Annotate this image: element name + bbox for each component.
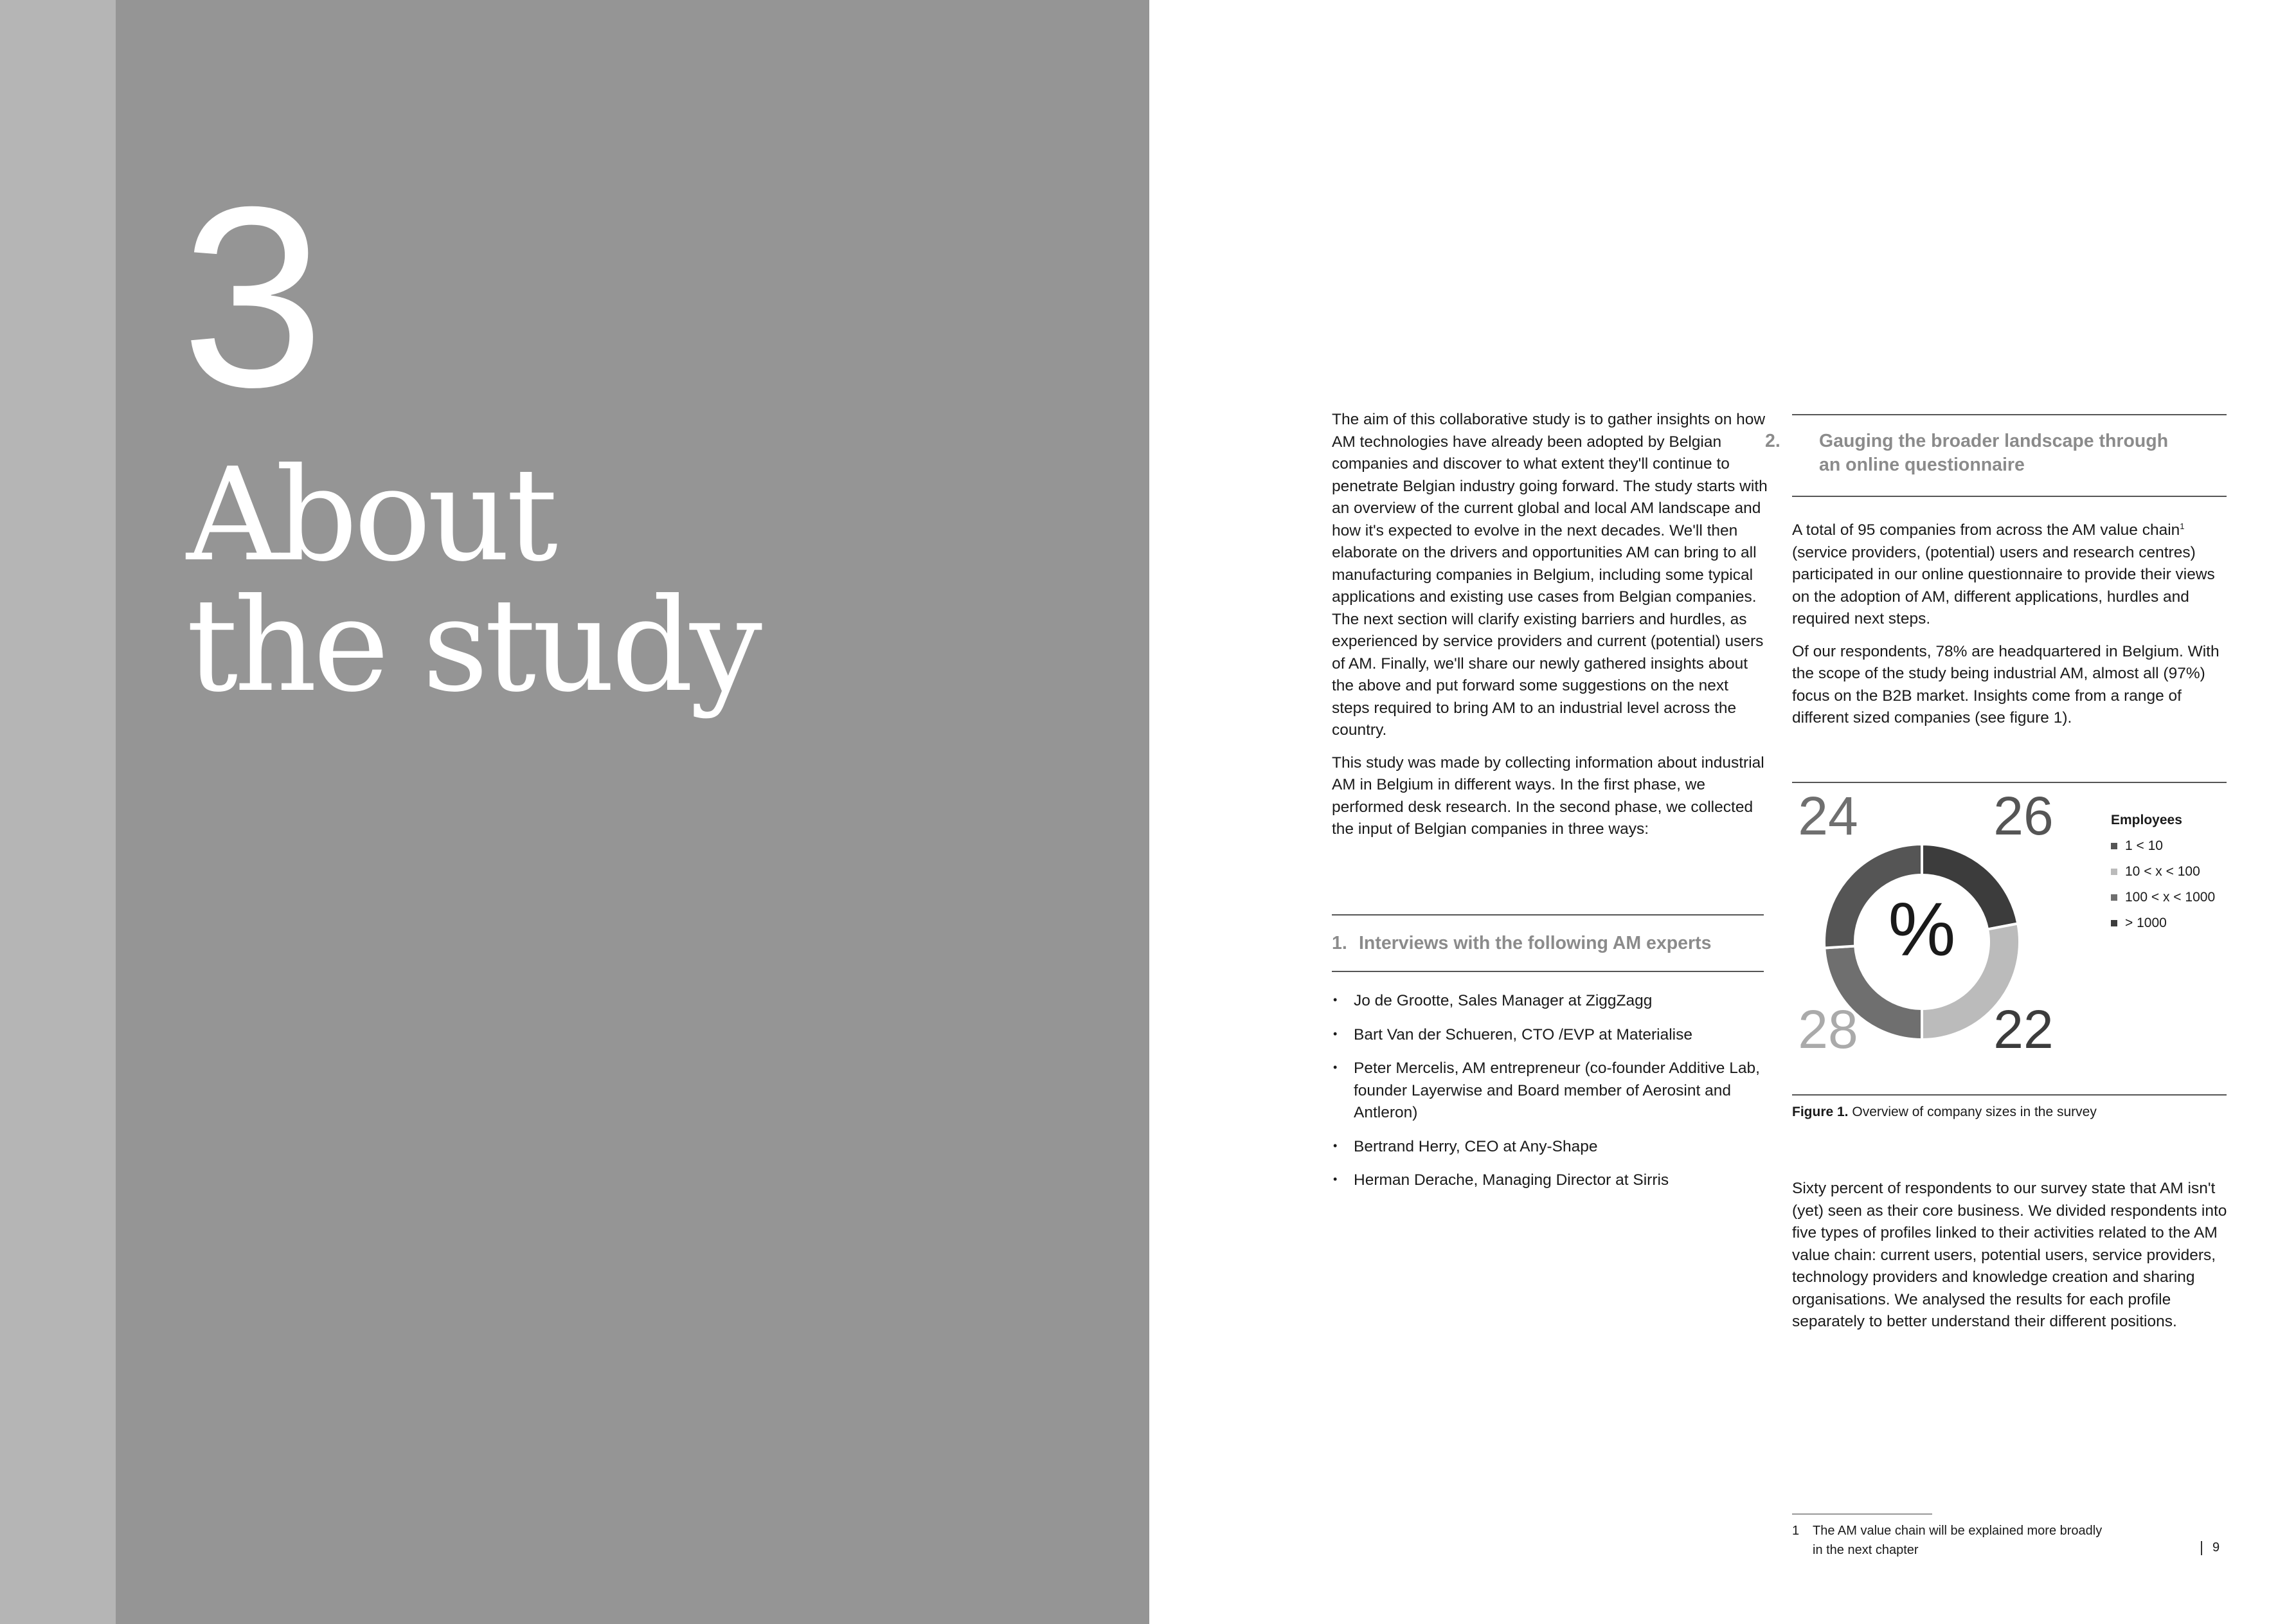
list-item bbox=[1332, 1136, 1769, 1159]
legend-label: > 1000 bbox=[2125, 916, 2167, 930]
bullet-icon: • bbox=[1333, 1061, 1338, 1074]
section-2-bottom-rule bbox=[1792, 496, 2227, 497]
intro-paragraph-1: The aim of this collaborative study is to gather insights on how AM technologies have already been adopted by Belgian companies and discover to what extent they'll continue to penetrate Belgian industry going forward. The study starts with an overview of the current global and local AM landscape and how it's expected to evolve in the next decades. We'll then elaborate on the drivers and opportunities AM can bring to all manufacturing companies in Belgium, including some typical applications and existing use cases from Belgian companies. The next section will clarify existing barriers and hurdles, as experienced by service providers and current (potential) users of AM. Finally, we'll share our newly gathered insights about the above and put forward some suggestions on the next steps required to bring AM to an industrial level across the country. bbox=[1332, 411, 1768, 739]
expert-text: Jo de Grootte, Sales Manager at ZiggZagg bbox=[1354, 992, 1653, 1009]
section-2-title-line-2 bbox=[1792, 453, 2229, 477]
legend-title: Employees bbox=[2111, 813, 2182, 827]
section-2-paragraph-2: Of our respondents, 78% are headquartered in Belgium. With the scope of the study being industrial AM, almost all (97%) focus on the B2B market. Insights come from a range of different sized companies (see figure 1). bbox=[1792, 642, 2220, 727]
legend-label: 1 < 10 bbox=[2125, 838, 2163, 853]
intro-paragraph-2: This study was made by collecting information about industrial AM in Belgium in different ways. In the first phase, we performed desk research. In the second phase, we collected the input of Belgian companies in three ways: bbox=[1332, 753, 1764, 838]
footnote-number: 1 bbox=[1792, 1524, 1800, 1538]
section-1-title: Interviews with the following AM experts bbox=[1359, 933, 1712, 953]
section-1-top-rule bbox=[1332, 914, 1764, 916]
page-number-divider bbox=[2201, 1541, 2202, 1555]
chart-bottom-rule bbox=[1792, 1094, 2227, 1096]
section-2-top-rule bbox=[1792, 414, 2227, 415]
legend-swatch bbox=[2111, 869, 2117, 875]
list-item bbox=[1332, 990, 1769, 1013]
section-2-closing bbox=[1792, 1178, 2229, 1344]
chart-value-label-26: 26 bbox=[1993, 791, 2054, 846]
figure-caption-text: Overview of company sizes in the survey bbox=[1848, 1105, 2097, 1119]
left-edge-strip bbox=[0, 0, 116, 1624]
legend-label: 100 < x < 1000 bbox=[2125, 890, 2216, 905]
legend-swatch bbox=[2111, 894, 2117, 901]
footnote-ref: 1 bbox=[2180, 521, 2185, 531]
chapter-title-line-2: the study bbox=[186, 571, 758, 721]
chart-value-label-28: 28 bbox=[1798, 999, 1858, 1060]
page-number-text: 9 bbox=[2212, 1540, 2220, 1555]
expert-text: Herman Derache, Managing Director at Sirris bbox=[1354, 1171, 1669, 1189]
section-2-body bbox=[1792, 516, 2229, 740]
figure-label: Figure 1. bbox=[1792, 1105, 1849, 1119]
bullet-icon: • bbox=[1333, 993, 1338, 1006]
section-1-bottom-rule bbox=[1332, 971, 1764, 972]
chapter-number: 3 bbox=[181, 153, 325, 440]
section-2-title-text-1: Gauging the broader landscape through bbox=[1819, 431, 2169, 451]
list-item bbox=[1332, 1169, 1769, 1192]
chapter-title-line-1: About bbox=[186, 440, 555, 590]
footnote-rule bbox=[1792, 1513, 1932, 1515]
legend-item bbox=[2111, 833, 2215, 859]
para-1-start: A total of 95 companies from across the AM value chain bbox=[1792, 521, 2180, 539]
para-1-rest: (service providers, (potential) users and research centres) participated in our online questionnaire to provide their views on the adoption of AM, different applications, hurdles and required next steps. bbox=[1792, 543, 2215, 628]
legend-item bbox=[2111, 910, 2215, 936]
section-2-paragraph-3: Sixty percent of respondents to our survey state that AM isn't (yet) seen as their core business. We divided respondents into five types of profiles linked to their activities related to the AM value chain: current users, potential users, service providers, technology providers and knowledge creation and sharing organisations. We analysed the results for each profile separately to better understand their different positions. bbox=[1792, 1180, 2227, 1330]
chapter-title bbox=[186, 440, 758, 721]
chart-value-label-24: 24 bbox=[1798, 791, 1858, 846]
section-1-number: 1. bbox=[1332, 933, 1347, 953]
intro-column bbox=[1332, 409, 1769, 851]
legend-item bbox=[2111, 859, 2215, 885]
legend-label: 10 < x < 100 bbox=[2125, 864, 2200, 879]
bullet-icon: • bbox=[1333, 1027, 1338, 1040]
section-2-title-line-1 bbox=[1765, 429, 2229, 453]
legend-swatch bbox=[2111, 843, 2117, 849]
list-item bbox=[1332, 1058, 1769, 1124]
footnote-text-1: The AM value chain will be explained more broadly bbox=[1813, 1524, 2103, 1538]
legend-swatch bbox=[2111, 920, 2117, 926]
footnote-line-2: in the next chapter bbox=[1813, 1543, 1919, 1557]
section-2-title-text-2: an online questionnaire bbox=[1819, 455, 2025, 475]
section-2-paragraph-1 bbox=[1792, 516, 2229, 631]
footnote-line-1 bbox=[1792, 1521, 2102, 1540]
legend-item bbox=[2111, 885, 2215, 910]
list-item bbox=[1332, 1024, 1769, 1047]
chart-value-label-22: 22 bbox=[1993, 999, 2054, 1060]
section-1-heading bbox=[1332, 932, 1769, 955]
chart-legend bbox=[2111, 807, 2215, 936]
section-2-number: 2. bbox=[1765, 431, 1780, 451]
bullet-icon: • bbox=[1333, 1173, 1338, 1186]
expert-text: Peter Mercelis, AM entrepreneur (co-founder Additive Lab, founder Layerwise and Board member of Aerosint and Antleron) bbox=[1354, 1060, 1760, 1121]
expert-text: Bart Van der Schueren, CTO /EVP at Materialise bbox=[1354, 1025, 1693, 1043]
chart-center-label: % bbox=[1888, 887, 1956, 972]
section-2-heading bbox=[1765, 429, 2229, 477]
expert-text: Bertrand Herry, CEO at Any-Shape bbox=[1354, 1137, 1598, 1155]
bullet-icon: • bbox=[1333, 1139, 1338, 1152]
page-number bbox=[2201, 1540, 2220, 1555]
chart-top-rule bbox=[1792, 782, 2227, 783]
expert-list bbox=[1332, 990, 1769, 1204]
footnote bbox=[1792, 1521, 2102, 1560]
figure-caption bbox=[1792, 1105, 2097, 1120]
